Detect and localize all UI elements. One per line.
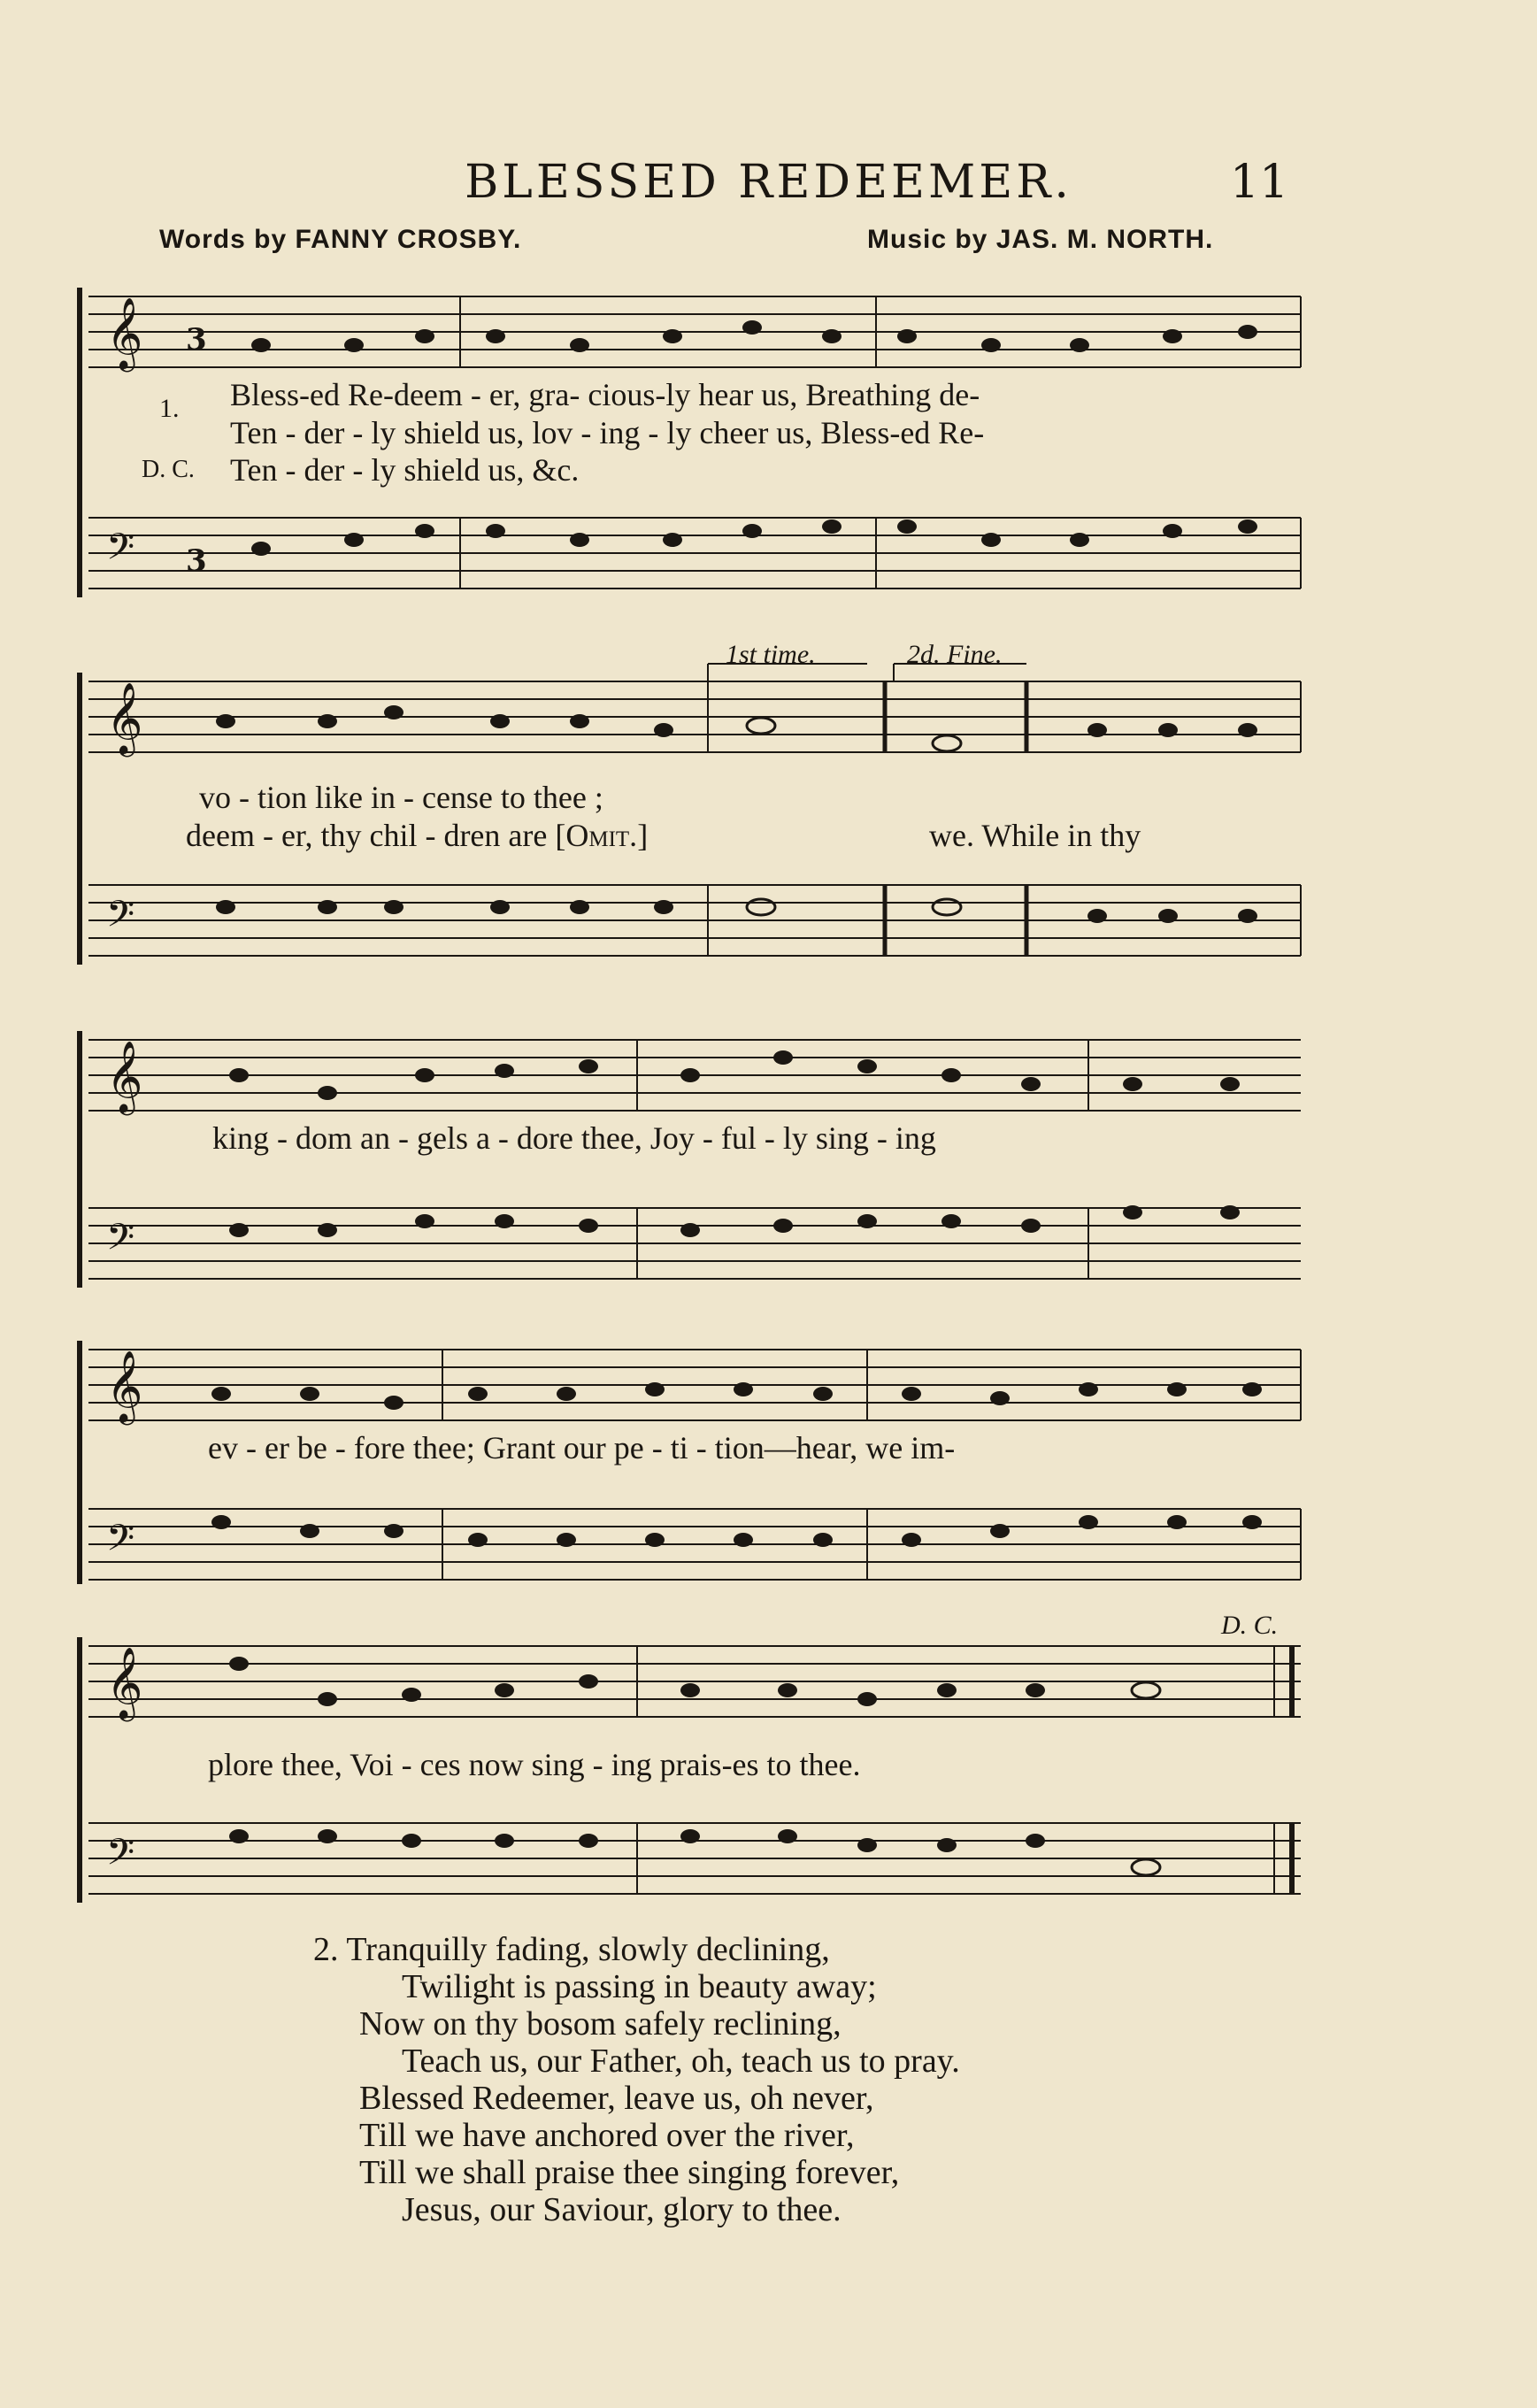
svg-text:𝄞: 𝄞 bbox=[106, 296, 143, 369]
dc-label: D. C. bbox=[142, 456, 195, 483]
lyric-line bbox=[186, 817, 648, 854]
lyric-line: plore thee, Voi - ces now sing - ing prais-es to thee. bbox=[208, 1747, 861, 1782]
lyric-line: ev - er be - fore thee; Grant our pe - ti - tion—hear, we im- bbox=[208, 1430, 956, 1466]
first-ending-label: 1st time. bbox=[726, 640, 816, 669]
svg-text:𝄞: 𝄞 bbox=[106, 1040, 143, 1112]
stanza-number: 2. bbox=[313, 1931, 339, 1968]
music-system-5 bbox=[71, 1611, 1310, 1907]
music-system-1 bbox=[71, 265, 1310, 611]
lyric-text: deem - er, thy chil - dren are [ bbox=[186, 818, 566, 853]
stanza-text: Tranquilly fading, slowly declining, bbox=[346, 1931, 830, 1968]
page-number: 11 bbox=[1230, 156, 1289, 209]
stanza-line: Till we have anchored over the river, bbox=[359, 2117, 855, 2154]
svg-text:𝄢: 𝄢 bbox=[106, 893, 135, 944]
svg-text:3: 3 bbox=[186, 322, 207, 358]
stanza-line: Twilight is passing in beauty away; bbox=[402, 1968, 877, 2005]
words-credit: Words by FANNY CROSBY. bbox=[159, 225, 522, 254]
lyric-line: vo - tion like in - cense to thee ; bbox=[199, 780, 603, 815]
svg-text:𝄞: 𝄞 bbox=[106, 681, 143, 754]
music-credit: Music by JAS. M. NORTH. bbox=[867, 225, 1214, 254]
stanza-line: Jesus, our Saviour, glory to thee. bbox=[402, 2191, 842, 2228]
svg-text:𝄢: 𝄢 bbox=[106, 1831, 135, 1882]
stanza-line: Teach us, our Father, oh, teach us to pray. bbox=[402, 2043, 960, 2080]
svg-text:3: 3 bbox=[186, 543, 207, 579]
svg-text:𝄢: 𝄢 bbox=[106, 1216, 135, 1267]
stanza-line: Now on thy bosom safely reclining, bbox=[359, 2005, 842, 2043]
svg-text:𝄢: 𝄢 bbox=[106, 1517, 135, 1568]
page-title: BLESSED REDEEMER. bbox=[465, 156, 1072, 209]
lyric-line: Ten - der - ly shield us, lov - ing - ly cheer us, Bless-ed Re- bbox=[230, 415, 985, 450]
music-system-2 bbox=[71, 640, 1310, 969]
music-system-3 bbox=[71, 1009, 1310, 1292]
stanza-line: Blessed Redeemer, leave us, oh never, bbox=[359, 2080, 874, 2117]
lyric-line: Bless-ed Re-deem - er, gra- cious-ly hear us, Breathing de- bbox=[230, 377, 980, 412]
second-ending-label: 2d. Fine. bbox=[907, 640, 1003, 669]
verse-number: 1. bbox=[159, 394, 180, 423]
stanza-2 bbox=[313, 1931, 960, 2228]
lyric-line: Ten - der - ly shield us, &c. bbox=[230, 452, 580, 488]
lyric-text: ] bbox=[637, 818, 649, 853]
svg-text:𝄞: 𝄞 bbox=[106, 1350, 143, 1422]
stanza-line bbox=[313, 1931, 960, 1968]
lyric-line: we. While in thy bbox=[929, 818, 1141, 853]
dc-marker: D. C. bbox=[1221, 1611, 1279, 1640]
lyric-line: king - dom an - gels a - dore thee, Joy - ful - ly sing - ing bbox=[212, 1120, 936, 1156]
stanza-line: Till we shall praise thee singing forever, bbox=[359, 2154, 900, 2191]
music-system-4 bbox=[71, 1319, 1310, 1584]
svg-text:𝄢: 𝄢 bbox=[106, 526, 135, 577]
omit-label: Omit. bbox=[565, 818, 638, 853]
svg-text:𝄞: 𝄞 bbox=[106, 1646, 143, 1719]
